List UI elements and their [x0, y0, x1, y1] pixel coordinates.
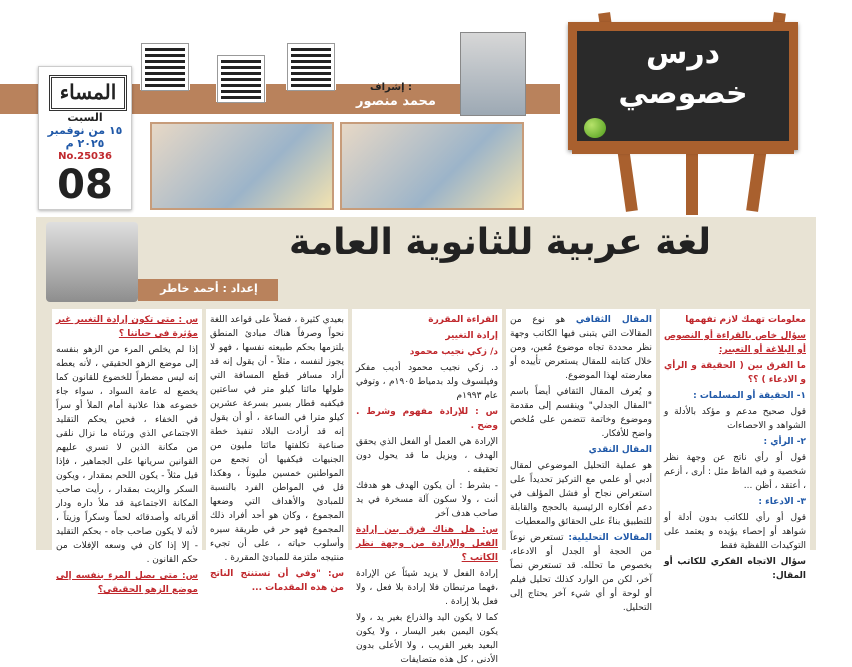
- col4-para1: بعيدي كثيرة ، فضلاً على قواعد اللغة نحواً وصرفاً هناك مبادئ المنطق يلتزمها بحكم طبيعته نفسها ، فهو لا يجوز لنفسه ، مثلاً - أن يقول إنه قد أراد مسافر قطع المسافة التي طولها مائتا كيلو متر في ساعتين فيكفيه قطار بسير بسرعة عشرين كيلو مترا في الساعة ، أو أن يقول إنه قد أرادت البلاد تنفيذ خطة صناعية تكلفتها مائتا مليون من الجنيهات فيكفيها أن تجمع من المواطنين خمسين مليوناً ، وهكذا قل في المواطن الفرد بالنسبة للمبادئ والأهداف التي وضعها المجموع ، وكان هو أحد أفراد ذلك المجموع فهو حر في طريقة سيره وأسلوب حياته ، على أن تجيء منتيجه ملتزمة للمبادئ المقررة .: [210, 315, 344, 563]
- supervisor-photo: [460, 32, 526, 116]
- column-1: [660, 309, 810, 581]
- col1-item2-title: ٢- الرأي :: [763, 437, 806, 447]
- section-title-line2: خصوصي: [618, 76, 748, 111]
- column-3: [352, 309, 502, 665]
- col1-item2-body: قول أو رأي ناتج عن وجهة نظر شخصية و فيه الفاظ مثل : أرى ، أزعم ، أعتقد ، أظن ...: [664, 453, 806, 491]
- column-2: [506, 309, 656, 613]
- col2-para2: و يُعرف المقال الثقافي أيضاً باسم "المقال الجدلي" وينقسم إلى مقدمة وموضوع وخاتمة تتضمن على مُلخص واضح للأفكار.: [510, 387, 652, 439]
- col3-subheading: إرادة التغيير: [445, 331, 498, 341]
- author-photo: [46, 222, 138, 302]
- section-title-line1: درس: [645, 36, 721, 71]
- col3-author: د/ زكي نجيب محمود: [409, 347, 498, 357]
- col2-para4: تستعرض نوعاً من الحجة أو الجدل أو الادعاء، بخصوص ما تحلله. قد تستعرض نصاً آخر، لكن من الوارد كذلك تحليل فيلم أو لوحة أو أي شيء آخر يحتاج إلى التحليل.: [510, 533, 652, 613]
- col2-para3: هو عملية التحليل الموضوعي لمقال أدبي أو علمي مع التركيز تحديداً على استعراض نجاح أو فشل المؤلف في دعم أفكاره الرئيسية بالحجج والقابلة للتطبيق بناءً على الحقائق والمعطيات: [510, 461, 652, 527]
- col1-item1-title: ١- الحقيقة أو المسلمات :: [693, 391, 806, 401]
- col2-term: المقال الثقافي: [575, 315, 652, 325]
- author-label: إعداد : أحمد خاطر: [160, 282, 258, 295]
- qr-code-2[interactable]: [216, 56, 266, 102]
- issue-day: السبت: [67, 111, 103, 124]
- col1-item1-body: قول صحيح مدعم و مؤكد بالأدلة و الشواهد و الاحصاءات: [664, 407, 806, 431]
- col3-heading: القراءة المقررة: [428, 315, 498, 325]
- col2-term3: المقالات التحليلية:: [568, 533, 652, 543]
- col4-question: س: "وفي أن تستنتج الناتج من هذه المقدمات ...: [210, 569, 344, 593]
- col2-term2: المقال النقدي: [588, 445, 652, 455]
- classroom-photo: [150, 122, 334, 210]
- col3-answer1: الإرادة هي العمل أو الفعل الذي يحقق الهدف ، ويزيل ما قد يحول دون تحقيقه .: [356, 437, 498, 475]
- issue-date-line1: ١٥ من نوفمبر: [47, 124, 123, 137]
- col1-question: ما الفرق بين ( الحقيقة و الرأي و الادعاء ) ؟؟: [664, 361, 806, 385]
- issue-number: No.25036: [58, 151, 112, 162]
- student-photo: [340, 122, 524, 210]
- qr-code-3[interactable]: [286, 44, 336, 90]
- col1-item3-title: ٣- الادعاء :: [758, 497, 806, 507]
- col1-subheading: سؤال خاص بالقراءة أو النصوص أو البلاغة أو التعبير:: [664, 331, 806, 355]
- col3-question1: س : للإرادة مفهوم وشرط . وضح .: [356, 407, 498, 431]
- col3-answer4: كما لا يكون اليد والذراع بغير يد ، ولا يكون اليمين بغير اليسار ، ولا يكون البعيد بغير القريب ، ولا الأعلى بدون الأدنى ، كل هذه متضايفات: [356, 613, 498, 665]
- easel-shelf: [572, 146, 794, 154]
- issue-day-number: 08: [57, 162, 113, 208]
- issue-date-line2: ٢٠٢٥ م: [65, 137, 105, 150]
- col5-question1: س : متى تكون إرادة التغيير غير مؤثرة في حياتنا ؟: [56, 315, 198, 339]
- col2-para1: هو نوع من المقالات التي يتبنى فيها الكاتب وجهة نظر محددة تجاه موضوع مُعين، ومن خلال كتابته للمقال يستعرض تأييده أو معارضته لهذا الموضوع.: [510, 315, 652, 381]
- col1-item3-body: قول أو رأي للكاتب بدون أدلة أو شواهد أو إحصاء يؤيده و يعتمد على التوكيدات اللفظية فقط: [664, 513, 806, 551]
- col1-tail: سؤال الاتجاه الفكري للكاتب أو المقال:: [664, 557, 806, 581]
- qr-code-1[interactable]: [140, 44, 190, 90]
- col5-question2: س: متى يصل المرء بنفسه إلى موضع الزهو الحقيقي؟: [56, 571, 198, 595]
- col3-question2: س: هل هناك فرق بين إرادة الفعل والإرادة من وجهة نظر الكاتب ؟: [356, 525, 498, 563]
- col3-answer3: إرادة الفعل لا يزيد شيئاً عن الإرادة ،فهما مرتبطان فلا إرادة بلا فعل ، ولا فعل بلا إرادة .: [356, 569, 498, 607]
- supervisor-label: إشراف :: [370, 82, 413, 93]
- col1-heading: معلومات تهمك لازم تفهمها: [685, 315, 806, 325]
- subject-title: لغة عربية للثانوية العامة: [289, 222, 711, 263]
- column-5: [52, 309, 202, 595]
- col5-answer1: إذا لم يخلص المرء من الزهو بنفسه إلى موضع الزهو الحقيقي ، لأنه يعطه إنه ليس مضطراً للخضوع للقانون كما يخضع له عامة السواد ، سواء جاء خضوعه هذا علانية أمام الملأ أو سراً في الخفاء ، فحين يحكم التقليد الاجتماعي الذي ورثناه ما نزال نلقى من مكانة الذين لا تسري عليهم القوانين سريانها على الجماهير ، فإذا قيل مثلاً - يكون اللحم بمقدار ، ويكون السكر والزيت بمقدار ، رأيت صاحب المكانة الاجتماعية قد ملأ داره ودار أقربائه وأصدقائه لحماً وسكراً وزيتاً ، لأنه لا يكون صاحب جاه - بحكم التقليد - إلا إذا كان في وسعه الإفلات من حكم القانون .: [56, 345, 198, 565]
- col3-answer2: - بشرط : أن يكون الهدف هو هدفك أنت ، ولا سكون آلة مسخرة في يد صاحب هدف آخر: [356, 481, 498, 519]
- col3-para1: د. زكي نجيب محمود أديب مفكر وفيلسوف ولد بدمياط ١٩٠٥م ، وتوفي عام ١٩٩٣م: [356, 363, 498, 401]
- supervisor-name: محمد منصور: [356, 94, 436, 109]
- issue-box: [38, 66, 132, 210]
- column-4: [206, 309, 348, 593]
- apple-icon: [584, 118, 606, 138]
- newspaper-logo: المساء: [49, 75, 127, 111]
